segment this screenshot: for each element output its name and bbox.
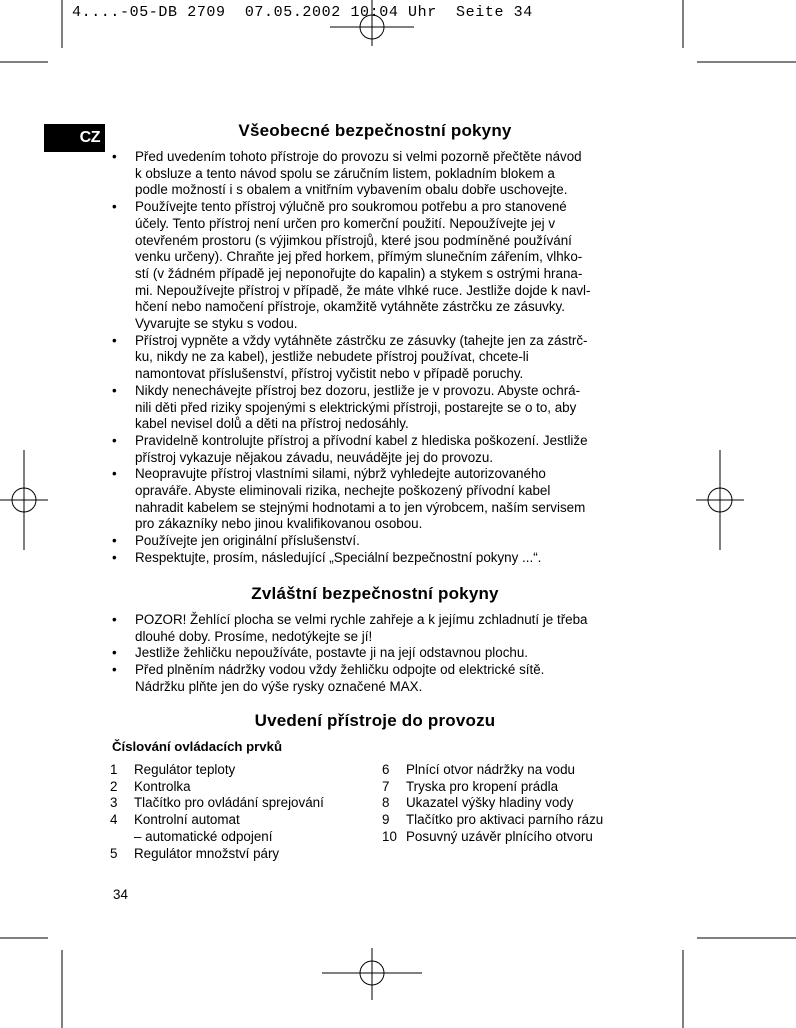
text-line: Používejte jen originální příslušenství. <box>135 533 360 549</box>
bullet-icon: • <box>112 533 117 549</box>
text-line: opraváře. Abyste eliminovali rizika, nechejte poškozený přívodní kabel <box>135 483 551 499</box>
control-number: 4 <box>110 812 118 828</box>
list-item <box>110 466 643 533</box>
bullet-icon: • <box>112 149 117 164</box>
control-number: 2 <box>110 778 118 794</box>
text-line: Používejte tento přístroj výlučně pro soukromou potřebu a pro stanovené <box>135 199 567 215</box>
control-item <box>110 795 380 812</box>
text-line: Před uvedením tohoto přístroje do provozu si velmi pozorně přečtěte návod <box>135 149 582 164</box>
text-line: kabel nevisel dolů a děti na přístroj nedosáhly. <box>135 416 409 432</box>
list-item <box>110 383 643 433</box>
control-number: 8 <box>382 795 390 811</box>
text-line: účely. Tento přístroj není určen pro komerční použití. Nepoužívejte jej v <box>135 215 556 231</box>
registration-mark-left <box>0 450 48 550</box>
bullet-icon: • <box>112 199 117 215</box>
control-label: Tryska pro kropení prádla <box>406 778 559 794</box>
text-line: stí (v žádném případě jej neponořujte do kapalin) a stykem s ostrými hrana- <box>135 265 583 281</box>
control-item <box>110 846 380 863</box>
control-item <box>110 779 380 796</box>
controls-list-left <box>110 762 380 862</box>
bullet-icon: • <box>112 332 117 348</box>
control-number: 9 <box>382 812 390 828</box>
control-item <box>110 829 380 846</box>
control-item <box>382 762 642 779</box>
text-line: dlouhé doby. Prosíme, nedotýkejte se jí! <box>135 628 373 644</box>
control-number: 3 <box>110 795 118 811</box>
control-label: Tlačítko pro aktivaci parního rázu <box>406 812 604 828</box>
text-line: Neopravujte přístroj vlastními silami, nýbrž vyhledejte autorizovaného <box>135 466 546 482</box>
control-label: Plnící otvor nádržky na vodu <box>406 762 575 777</box>
language-badge: CZ <box>44 124 105 152</box>
text-line: mi. Nepoužívejte přístroj v případě, že máte vlhké ruce. Jestliže dojde k navl- <box>135 282 591 298</box>
text-line: nahradit kabelem se stejnými hodnotami a to jen výrobcem, naším servisem <box>135 499 586 515</box>
list-item <box>110 533 643 550</box>
general-safety-list <box>110 149 643 567</box>
control-item <box>110 812 380 829</box>
control-number: 6 <box>382 762 390 777</box>
control-label: Ukazatel výšky hladiny vody <box>406 795 574 811</box>
text-line: pro zákazníky nebo jinou kvalifikovanou osobou. <box>135 516 423 532</box>
text-line: Jestliže žehličku nepoužíváte, postavte ji na její odstavnou plochu. <box>135 645 529 661</box>
control-item <box>382 795 642 812</box>
heading-special-safety: Zvláštní bezpečnostní pokyny <box>251 584 499 603</box>
control-number: 5 <box>110 845 118 861</box>
control-item <box>110 762 380 779</box>
bullet-icon: • <box>112 549 117 565</box>
text-line: přístroj vykazuje nějakou závadu, neuvádějte jej do provozu. <box>135 449 494 465</box>
list-item <box>110 333 643 383</box>
page-number: 34 <box>113 887 128 902</box>
text-line: Přístroj vypněte a vždy vytáhněte zástrčku ze zásuvky (tahejte jen za zástrč- <box>135 332 588 348</box>
text-line: Pravidelně kontrolujte přístroj a přívodní kabel z hlediska poškození. Jestliže <box>135 432 588 448</box>
bullet-icon: • <box>112 382 117 398</box>
text-line: Nádržku plňte jen do výše rysky označené MAX. <box>135 678 423 694</box>
list-item <box>110 433 643 466</box>
control-number: 1 <box>110 762 118 777</box>
control-label: Posuvný uzávěr plnícího otvoru <box>406 828 593 844</box>
control-number: 10 <box>382 828 397 844</box>
bullet-icon: • <box>112 432 117 448</box>
bullet-icon: • <box>112 662 117 678</box>
control-label: Regulátor množství páry <box>134 845 280 861</box>
heading-general-safety: Všeobecné bezpečnostní pokyny <box>238 121 512 140</box>
text-line: Nikdy nenechávejte přístroj bez dozoru, jestliže je v provozu. Abyste ochrá- <box>135 382 581 398</box>
list-item <box>110 645 643 662</box>
control-item <box>382 779 642 796</box>
bullet-icon: • <box>112 645 117 661</box>
control-number <box>110 829 134 846</box>
text-line: ku, nikdy ne za kabel), jestliže nebudete přístroj používat, chcete-li <box>135 349 529 365</box>
text-line: Vyvarujte se styku s vodou. <box>135 316 298 332</box>
text-line: otevřeném prostoru (s výjimkou přístrojů, které jsou podmíněné používání <box>135 232 572 248</box>
text-line: Respektujte, prosím, následující „Speciální bezpečnostní pokyny ...“. <box>135 549 542 565</box>
registration-mark-right <box>696 450 744 550</box>
registration-mark-bottom <box>322 948 422 1000</box>
list-item <box>110 199 643 333</box>
text-line: namontovat příslušenství, přístroj vyčistit nebo v případě poruchy. <box>135 366 524 382</box>
registration-mark-top <box>330 0 414 46</box>
print-slug: 4....-05-DB 2709 07.05.2002 10:04 Uhr Seite 34 <box>72 4 533 21</box>
text-line: hčení nebo namočení přístroje, okamžitě vytáhněte zástrčku ze zásuvky. <box>135 299 565 315</box>
control-label: Regulátor teploty <box>134 762 236 777</box>
control-label: Tlačítko pro ovládání sprejování <box>134 795 324 811</box>
text-line: POZOR! Žehlící plocha se velmi rychle zahřeje a k jejímu zchladnutí je třeba <box>135 612 588 627</box>
text-line: Před plněním nádržky vodou vždy žehličku odpojte od elektrické sítě. <box>135 662 545 678</box>
text-line: venku určeny). Chraňte jej před horkem, přímým slunečním zářením, vlhko- <box>135 249 583 265</box>
control-label: Kontrolka <box>134 778 191 794</box>
bullet-icon: • <box>112 612 117 627</box>
controls-list-right <box>382 762 642 846</box>
text-line: podle možností i s obalem a vnitřním vybavením obalu dobře uschovejte. <box>135 182 568 198</box>
subheading-controls: Číslování ovládacích prvků <box>112 739 283 754</box>
list-item <box>110 149 643 199</box>
text-line: k obsluze a tento návod spolu se záručním listem, pokladním blokem a <box>135 165 555 181</box>
heading-operation: Uvedení přístroje do provozu <box>254 711 496 730</box>
list-item <box>110 550 643 567</box>
bullet-icon: • <box>112 466 117 482</box>
control-label: Kontrolní automat <box>134 812 240 828</box>
list-item <box>110 662 643 695</box>
text-line: nili děti před riziky spojenými s elektrickými přístroji, postarejte se o to, aby <box>135 399 577 415</box>
control-item <box>382 829 642 846</box>
list-item <box>110 612 643 645</box>
control-item <box>382 812 642 829</box>
control-number: 7 <box>382 778 390 794</box>
control-label: – automatické odpojení <box>134 828 273 844</box>
special-safety-list <box>110 612 643 696</box>
